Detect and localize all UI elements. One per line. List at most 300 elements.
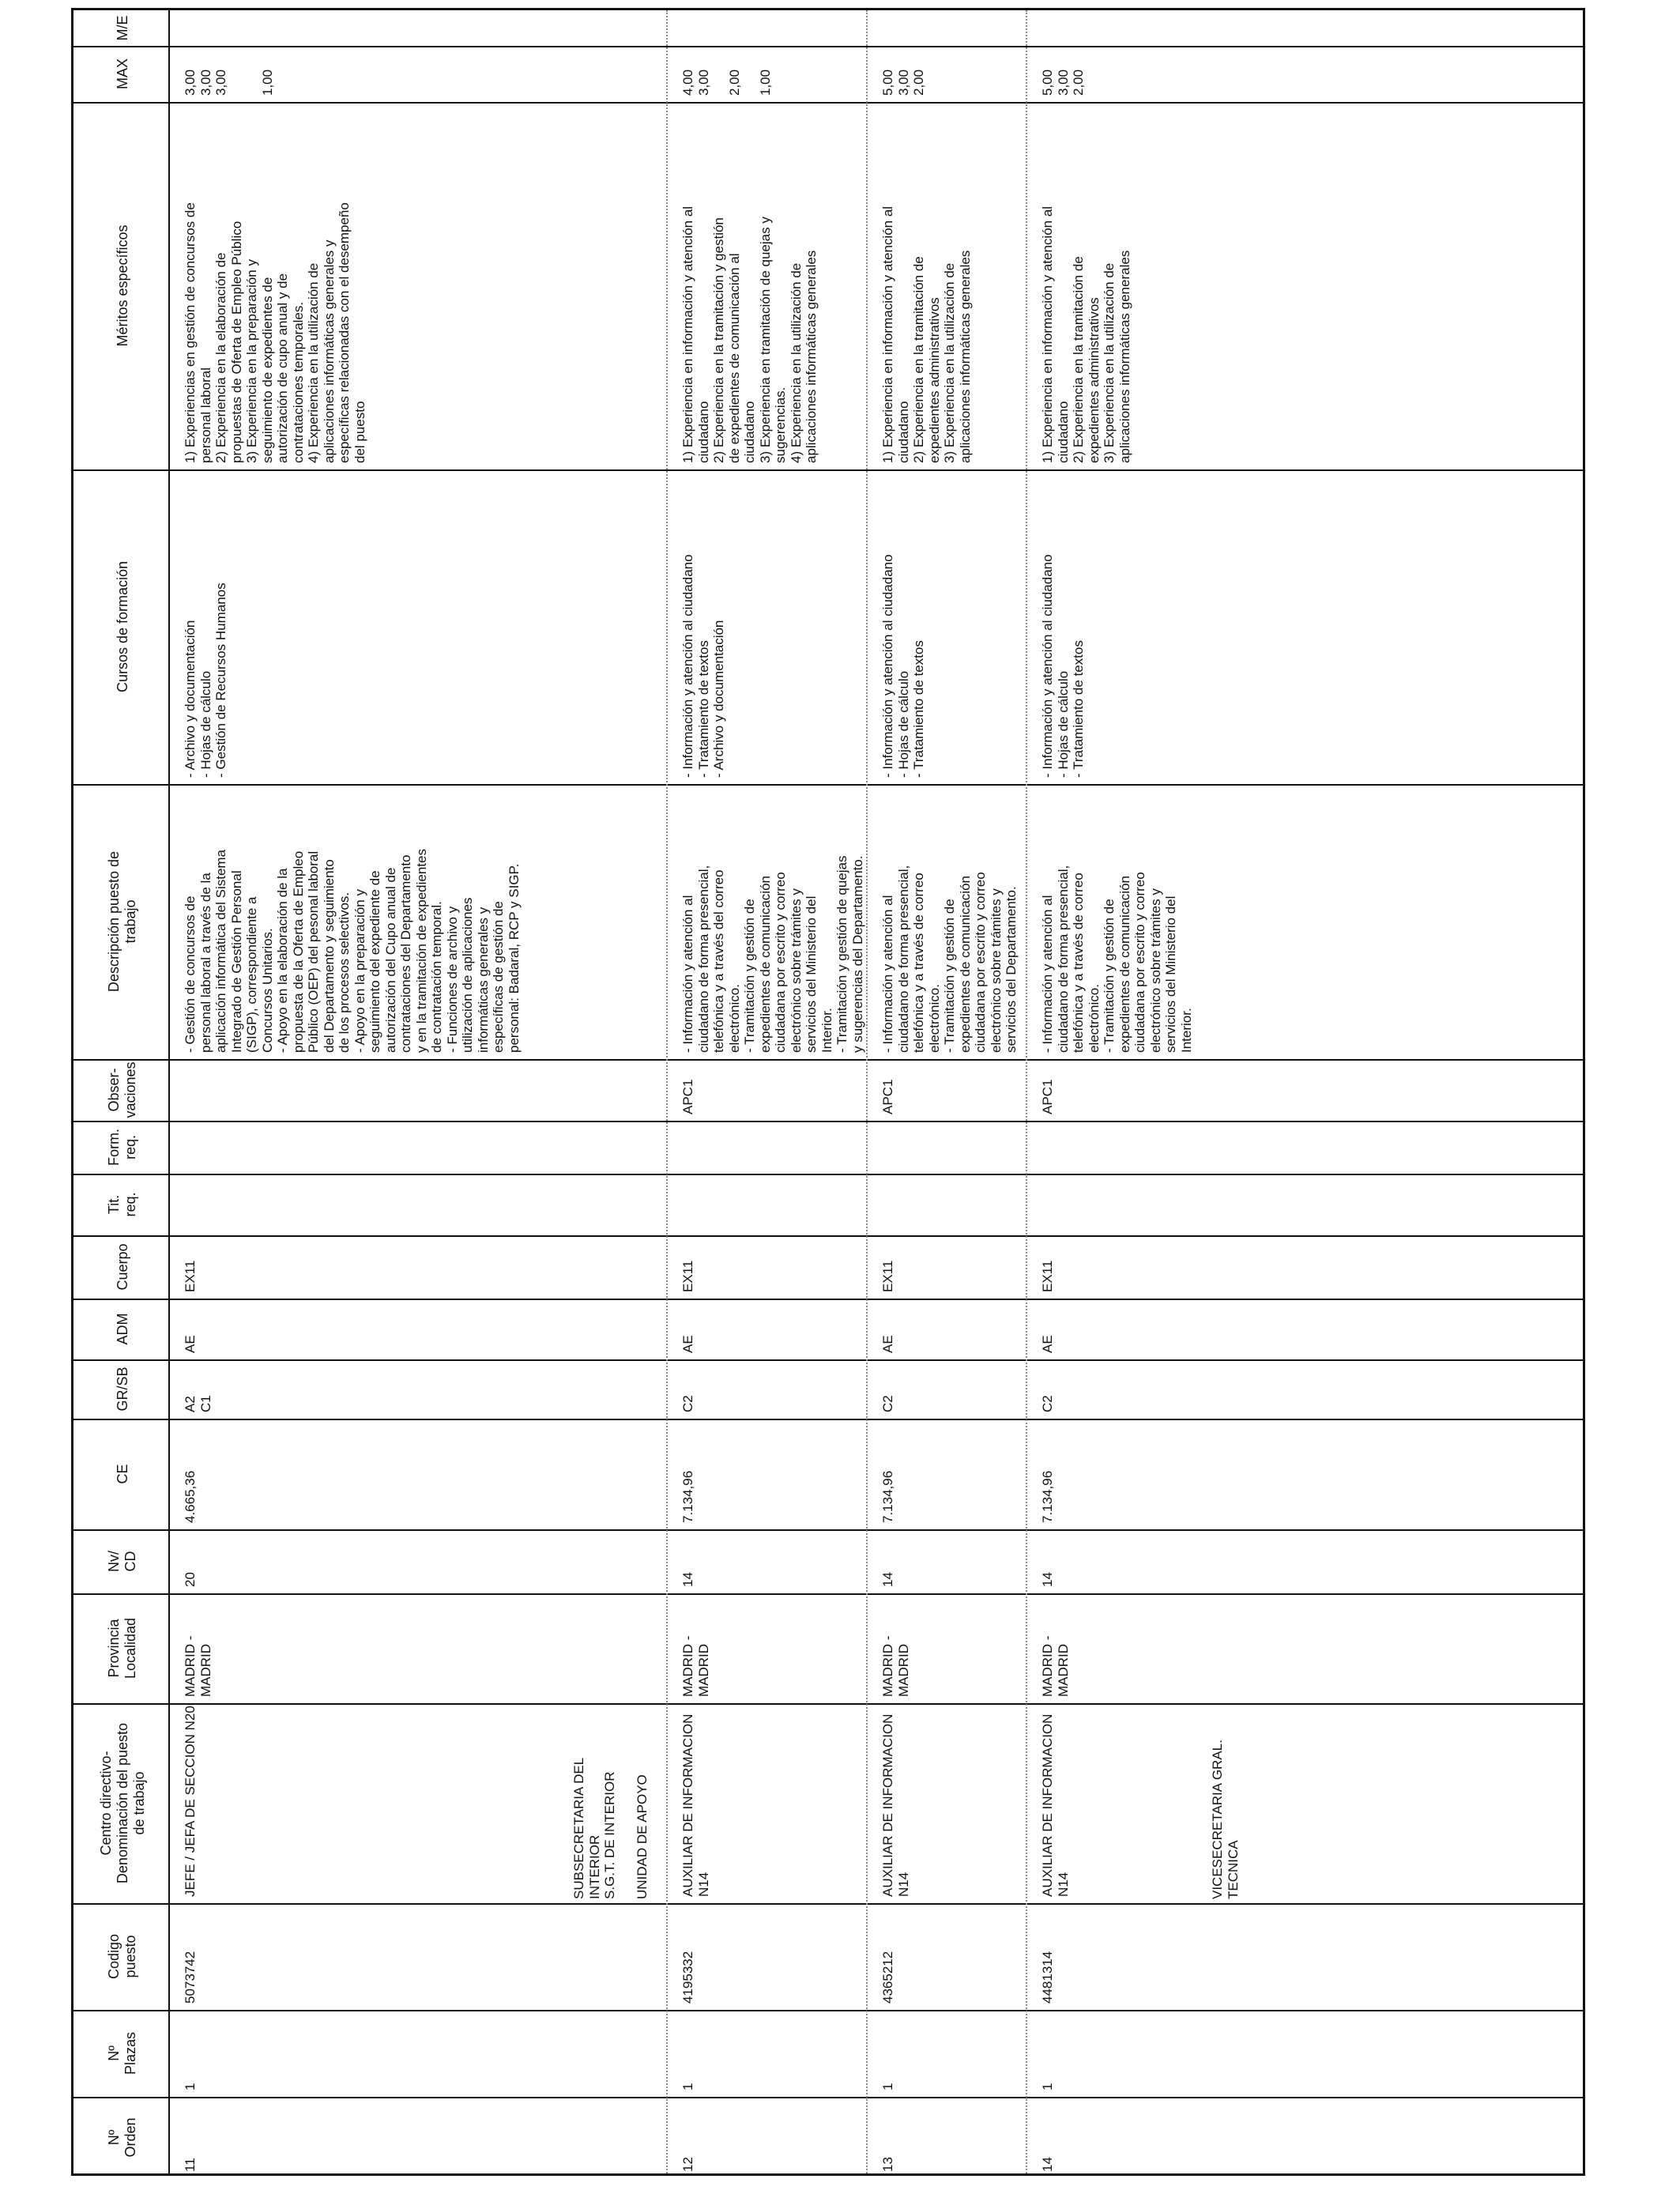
cell-provincia [1040,1595,1071,1697]
cell-codigo [183,1905,198,2004]
header-me [115,10,131,46]
header-cursos [115,469,131,784]
header-cursos-line: Cursos de formación [114,560,130,693]
cell-max-line: 2,00 [1071,69,1086,96]
column-divider [73,469,1583,471]
header-centro [98,1703,148,1903]
cell-max-line: 3,00 [1055,69,1071,96]
cell-meritos-line: autorización de cupo anual y de [275,273,290,463]
header-meritos [115,102,131,469]
cell-plazas [1040,2011,1056,2090]
header-max-line: MAX [114,58,130,90]
column-divider [73,1121,1583,1122]
cell-max-line: 3,00 [895,69,911,96]
cell-descripcion-line: - Gestión de concursos de [183,895,198,1053]
cell-meritos-line: del puesto [352,401,367,463]
cell-max-line: 3,00 [213,69,228,96]
cell-descripcion-line: - Tramitación y gestión de quejas [834,855,849,1053]
column-divider [73,1299,1583,1300]
header-provincia-line: Localidad [122,1617,138,1679]
cell-plazas-value: 1 [183,2083,198,2090]
cell-descripcion-line: de contratación temporal. [429,901,444,1053]
cell-descripcion-line: - Funciones de archivo y [444,906,460,1053]
cell-centro [880,1705,911,1897]
cell-cuerpo [680,1237,696,1292]
cell-nivel [880,1531,896,1587]
cell-descripcion-line: seguimiento del expediente de [367,870,382,1053]
row-divider [1026,10,1027,2173]
cell-descripcion-line: - Tramitación y gestión de [1102,899,1117,1053]
cell-descripcion-line: y en la tramitación de expedientes [413,849,429,1053]
cell-nivel [183,1531,198,1587]
cell-adm [183,1300,198,1353]
header-formacion-line: req. [122,1134,138,1160]
header-observaciones-line: Obser- [106,1068,122,1112]
cell-centro-line: AUXILIAR DE INFORMACION [880,1713,895,1897]
cell-adm-value: AE [183,1335,198,1353]
cell-cursos-line: - Tratamiento de textos [911,640,926,778]
cell-cursos-line: - Archivo y documentación [711,620,726,778]
column-divider [73,1059,1583,1061]
cell-descripcion-line: telefónica y a través de correo [911,873,926,1053]
cell-meritos-line: ciudadano [742,401,757,463]
cell-ce-value: 4.665,36 [183,1470,198,1523]
cell-cuerpo [880,1237,896,1292]
cell-meritos-line: 3) Experiencia en la utilización de [942,262,957,463]
cell-meritos [183,104,367,463]
cell-descripcion-line: contrataciones del Departamento [398,854,413,1053]
cell-descripcion-line: expedientes de comunicación [957,876,973,1053]
cell-descripcion-line: ciudadana por escrito y correo [773,872,788,1053]
cell-descripcion-line: electrónico. [1086,984,1102,1053]
group-label-unidad [635,1774,650,1899]
cell-descripcion-line: personal: Badaral, RCP y SIGP. [506,863,522,1053]
group-label-line: S.G.T. DE INTERIOR [602,1771,617,1899]
header-plazas-line: Nº [106,2045,122,2061]
cell-max-line: 2,00 [726,69,742,96]
cell-cursos-line: - Información y atención al ciudadano [1040,554,1055,778]
cell-max-line: 4,00 [680,69,695,96]
cell-meritos-line: contrataciones temporales. [290,301,306,463]
header-centro-line: de trabajo [130,1771,147,1835]
cell-cursos [1040,471,1087,778]
cell-provincia-line: MADRID - [1040,1635,1055,1697]
cell-descripcion-line: ciudadano de forma presencial, [1055,865,1071,1053]
header-ce-line: CE [114,1464,130,1484]
cell-orden-value: 14 [1040,2157,1055,2172]
group-label-subsecretaria [571,1758,618,1899]
column-divider [73,2097,1583,2098]
cell-ce [183,1420,198,1523]
cell-cuerpo [1040,1237,1056,1292]
cell-descripcion-line: autorización del Cupo anual de [382,867,398,1053]
cell-cursos-line: - Tratamiento de textos [695,640,711,778]
cell-meritos-line: ciudadano [1055,401,1071,463]
cell-nivel [680,1531,696,1587]
cell-meritos-line: 3) Experiencia en tramitación de quejas y [757,217,773,463]
cell-adm-value: AE [880,1335,895,1353]
cell-meritos-line: 4) Experiencia en la utilización de [788,262,804,463]
cell-observaciones-value: APC1 [1040,1079,1055,1114]
column-divider [73,1593,1583,1595]
cell-centro-line: N14 [695,1872,711,1897]
column-divider [73,1903,1583,1905]
cell-descripcion [680,786,865,1053]
cell-meritos-line: 3) Experiencia en la preparación y [244,259,259,463]
cell-provincia-line: MADRID - [880,1635,895,1697]
cell-codigo-value: 4365212 [880,1951,895,2004]
cell-adm-value: AE [1040,1335,1055,1353]
cell-descripcion-line: electrónico sobre trámites y [788,888,804,1053]
cell-plazas-value: 1 [680,2083,695,2090]
header-max [115,46,131,102]
cell-adm [680,1300,696,1353]
cell-grupo [680,1361,696,1412]
cell-ce-value: 7.134,96 [880,1470,895,1523]
cell-meritos-line: ciudadano [695,401,711,463]
cell-cursos-line: - Archivo y documentación [183,620,198,778]
header-codigo-line: Codigo [106,1933,122,1980]
cell-meritos-line: 2) Experiencia en la tramitación de [911,256,926,463]
cell-descripcion-line: ciudadano de forma presencial, [695,865,711,1053]
cell-descripcion-line: aplicación informática del Sistema [213,849,228,1053]
header-cuerpo-line: Cuerpo [114,1243,130,1291]
cell-descripcion-line: - Información y atención al [880,895,895,1053]
header-me-line: M/E [114,15,130,41]
cell-max-line: 1,00 [259,69,275,96]
cell-descripcion-line: - Tramitación y gestión de [742,899,757,1053]
cell-descripcion-line: telefónica y a través del correo [711,869,726,1053]
cell-cursos [680,471,727,778]
cell-centro-line: JEFE / JEFA DE SECCION N20 [183,1706,198,1897]
cell-meritos-line: aplicaciones informáticas generales [804,250,819,463]
cell-codigo-value: 4195332 [680,1951,695,2004]
cell-adm [880,1300,896,1353]
cell-ce [1040,1420,1056,1523]
cell-descripcion-line: servicios del Ministerio del [804,895,819,1053]
cell-meritos-line: sugerencias. [773,386,788,463]
cell-descripcion-line: ciudadana por escrito y correo [973,872,988,1053]
header-descripcion-line: trabajo [122,899,138,944]
cell-meritos-line: aplicaciones informáticas generales [957,250,973,463]
cell-cuerpo-value: EX11 [183,1260,198,1292]
cell-descripcion-line: de los procesos selectivos. [337,892,352,1053]
cell-descripcion-line: telefónica y a través de correo [1071,873,1086,1053]
cell-cursos-line: - Información y atención al ciudadano [880,554,895,778]
cell-descripcion-line: (SIGP), correspondiente a [244,896,259,1053]
cell-orden [1040,2098,1056,2172]
cell-plazas [183,2011,198,2090]
cell-max-line: 3,00 [695,69,711,96]
cell-descripcion-line: y sugerencias del Departamento. [849,855,865,1053]
cell-cursos [183,471,229,778]
cell-meritos-line: específicas relacionadas con el desempeño [337,202,352,463]
cell-meritos-line: 1) Experiencias en gestión de concursos de [183,202,198,463]
cell-codigo [680,1905,696,2004]
cell-grupo-line: C2 [1040,1395,1055,1412]
cell-meritos-line: 3) Experiencia en la utilización de [1102,262,1117,463]
header-ce [115,1419,131,1529]
cell-provincia-line: MADRID [1055,1643,1071,1697]
cell-nivel-value: 20 [183,1572,198,1587]
header-descripcion [106,784,139,1059]
cell-cuerpo-value: EX11 [1040,1260,1055,1292]
cell-descripcion-line: utilización de aplicaciones [460,897,475,1053]
group-label-line: INTERIOR [586,1834,602,1899]
cell-provincia-line: MADRID [198,1643,213,1697]
cell-centro-line: AUXILIAR DE INFORMACION [680,1713,695,1897]
cell-provincia-line: MADRID - [183,1635,198,1697]
cell-centro [183,1705,198,1897]
cell-descripcion-line: propuesta de la Oferta de Empleo [290,850,306,1053]
cell-cursos-line: - Hojas de cálculo [1055,670,1071,778]
cell-nivel [1040,1531,1056,1587]
cell-descripcion-line: electrónico sobre trámites y [988,888,1004,1053]
cell-observaciones-value: APC1 [680,1079,695,1114]
cell-orden [880,2098,896,2172]
cell-descripcion-line: - Información y atención al [680,895,695,1053]
header-grupo-line: GR/SB [114,1367,130,1412]
cell-provincia [680,1595,711,1697]
cell-adm [1040,1300,1056,1353]
cell-cursos-line: - Información y atención al ciudadano [680,554,695,778]
column-divider [73,1235,1583,1237]
cell-meritos-line: expedientes administrativos [1086,297,1102,463]
cell-meritos-line: expedientes administrativos [926,297,942,463]
cell-provincia-line: MADRID [895,1643,911,1697]
cell-meritos-line: ciudadano [895,401,911,463]
cell-grupo [1040,1361,1056,1412]
cell-max-line: 1,00 [757,69,773,96]
cell-grupo-line: C1 [198,1395,213,1412]
cell-codigo-value: 4481314 [1040,1951,1055,2004]
cell-adm-value: AE [680,1335,695,1353]
cell-max-line [742,47,758,96]
cell-max-line: 5,00 [1040,69,1055,96]
group-label-vicesecretaria [1210,1740,1241,1899]
cell-meritos [680,104,819,463]
cell-cuerpo-value: EX11 [680,1260,695,1292]
header-plazas [106,2010,139,2097]
header-formacion [106,1121,139,1174]
cell-descripcion-line: expedientes de comunicación [1117,876,1132,1053]
cell-plazas-value: 1 [880,2083,895,2090]
header-titulacion-line: Tit. [106,1194,122,1215]
cell-observaciones [1040,1061,1056,1114]
cell-meritos [880,104,973,463]
cell-meritos-line: 2) Experiencia en la elaboración de [213,252,228,463]
cell-orden-value: 12 [680,2157,695,2172]
cell-max [183,47,275,96]
cell-meritos-line: propuestas de Oferta de Empleo Público [228,221,244,463]
cell-descripcion-line: electrónico. [726,984,742,1053]
header-observaciones [106,1059,139,1121]
cell-meritos-line: de expedientes de comunicación al [726,253,742,463]
cell-codigo [1040,1905,1056,2004]
cell-ce-value: 7.134,96 [680,1470,695,1523]
cell-grupo [183,1361,213,1412]
cell-max [880,47,927,96]
header-nivel-line: CD [122,1551,138,1572]
group-label-line: UNIDAD DE APOYO [635,1774,650,1899]
cell-grupo-line: C2 [680,1395,695,1412]
cell-descripcion [183,786,522,1053]
column-divider [73,1174,1583,1175]
cell-descripcion-line: electrónico. [926,984,942,1053]
header-grupo [115,1359,131,1419]
cell-grupo [880,1361,896,1412]
cell-descripcion-line: Interior. [1178,1008,1194,1053]
header-orden-line: Orden [122,2117,138,2158]
cell-meritos-line: aplicaciones informáticas generales [1117,250,1132,463]
header-plazas-line: Plazas [122,2031,138,2075]
cell-centro-line: AUXILIAR DE INFORMACION [1040,1713,1055,1897]
header-adm-line: ADM [114,1313,130,1345]
cell-descripcion [1040,786,1194,1053]
cell-meritos-line: 2) Experiencia en la tramitación y gestión [711,217,726,463]
cell-nivel-value: 14 [1040,1572,1055,1587]
cell-max-line: 3,00 [198,69,213,96]
cell-cursos [880,471,927,778]
header-codigo [106,1903,139,2010]
header-orden-line: Nº [106,2129,122,2146]
cell-descripcion-line: Interior. [819,1008,834,1053]
header-divider [168,10,170,2173]
cell-meritos-line: 1) Experiencia en información y atención al [680,205,695,463]
cell-ce [680,1420,696,1523]
cell-max-line: 5,00 [880,69,895,96]
cell-descripcion-line: personal laboral a través de la [198,873,213,1053]
cell-ce-value: 7.134,96 [1040,1470,1055,1523]
cell-descripcion-line: servicios del Departamento. [1004,886,1019,1053]
cell-cursos-line: - Gestión de Recursos Humanos [213,582,228,778]
column-divider [73,1529,1583,1531]
cell-nivel-value: 14 [680,1572,695,1587]
header-nivel [106,1529,139,1593]
cell-descripcion-line: servicios del Ministerio del [1163,895,1178,1053]
header-descripcion-line: Descripción puesto de [106,850,122,993]
cell-grupo-line: A2 [183,1396,198,1412]
cell-cursos-line: - Tratamiento de textos [1071,640,1086,778]
cell-descripcion-line: - Apoyo en la preparación y [352,889,367,1053]
positions-table [71,8,1585,2176]
header-cuerpo [115,1235,131,1299]
group-label-line: SUBSECRETARIA DEL [571,1757,586,1899]
header-centro-line: Centro directivo- [97,1751,114,1856]
cell-plazas [680,2011,696,2090]
header-titulacion [106,1174,139,1235]
cell-meritos-line: 2) Experiencia en la tramitación de [1071,256,1086,463]
header-titulacion-line: req. [122,1192,138,1217]
column-divider [73,1703,1583,1705]
cell-max-line [711,47,727,96]
header-provincia-line: Provincia [106,1619,122,1678]
row-divider [666,10,668,2173]
cell-orden-value: 11 [183,2158,198,2172]
column-divider [73,2010,1583,2011]
cell-descripcion-line: expedientes de comunicación [757,876,773,1053]
cell-max [1040,47,1087,96]
header-adm [115,1299,131,1359]
column-divider [73,1359,1583,1361]
cell-descripcion-line: Integrado de Gestión Personal [228,870,244,1053]
cell-provincia [183,1595,213,1697]
header-meritos-line: Méritos específicos [114,224,130,347]
cell-provincia-line: MADRID - [680,1635,695,1697]
cell-codigo [880,1905,896,2004]
header-orden [106,2097,139,2178]
cell-meritos-line: seguimiento de expedientes de [259,277,275,463]
header-nivel-line: Nv/ [106,1551,122,1572]
header-codigo-line: puesto [122,1935,138,1978]
cell-provincia [880,1595,911,1697]
group-label-line: TECNICA [1225,1840,1241,1899]
cell-meritos-line: 1) Experiencia en información y atención al [1040,205,1055,463]
cell-orden [680,2098,696,2172]
row-divider [866,10,868,2173]
cell-grupo-line: C2 [880,1395,895,1412]
cell-cuerpo-value: EX11 [880,1260,895,1292]
cell-observaciones [880,1061,896,1114]
cell-meritos-line: 4) Experiencia en la utilización de [306,262,321,463]
cell-descripcion-line: - Tramitación y gestión de [942,899,957,1053]
column-divider [73,1419,1583,1420]
cell-observaciones-value: APC1 [880,1079,895,1114]
cell-centro-line: N14 [1055,1872,1071,1897]
cell-descripcion-line: - Información y atención al [1040,895,1055,1053]
cell-descripcion-line: Público (OEP) del pesonal laboral [306,850,321,1053]
cell-meritos-line: aplicaciones informáticas generales y [321,239,337,463]
cell-cuerpo [183,1237,198,1292]
header-provincia [106,1593,139,1703]
cell-max [680,47,773,96]
cell-ce [880,1420,896,1523]
cell-observaciones [680,1061,696,1114]
cell-meritos-line: personal laboral [198,368,213,463]
cell-orden-value: 13 [880,2157,895,2172]
cell-cursos-line: - Hojas de cálculo [198,670,213,778]
cell-provincia-line: MADRID [695,1643,711,1697]
cell-plazas-value: 1 [1040,2083,1055,2090]
column-divider [73,46,1583,47]
cell-max-line: 2,00 [911,69,926,96]
cell-descripcion-line: Concursos Unitarios. [259,928,275,1053]
cell-nivel-value: 14 [880,1572,895,1587]
cell-descripcion-line: electrónico sobre trámites y [1147,888,1163,1053]
cell-max-line [244,47,260,96]
cell-orden [183,2098,198,2172]
cell-codigo-value: 5073742 [183,1951,198,2004]
cell-descripcion-line: ciudadana por escrito y correo [1132,872,1147,1053]
cell-descripcion-line: ciudadano de forma presencial, [895,865,911,1053]
cell-cursos-line: - Hojas de cálculo [895,670,911,778]
cell-descripcion-line: informáticas generales y [475,907,491,1053]
cell-descripcion-line: - Apoyo en la elaboración de la [275,868,290,1053]
cell-descripcion [880,786,1019,1053]
header-formacion-line: Form. [106,1129,122,1166]
cell-centro-line: N14 [895,1872,911,1897]
header-centro-line: Denominación del puesto [114,1722,130,1884]
cell-descripcion-line: del Departamento y seguimiento [321,859,337,1053]
cell-plazas [880,2011,896,2090]
group-label-line: VICESECRETARIA GRAL. [1210,1740,1225,1899]
cell-max-line [229,47,245,96]
cell-meritos-line: 1) Experiencia en información y atención al [880,205,895,463]
cell-max-line: 3,00 [183,69,198,96]
cell-centro [680,1705,711,1897]
cell-centro [1040,1705,1071,1897]
cell-meritos [1040,104,1132,463]
